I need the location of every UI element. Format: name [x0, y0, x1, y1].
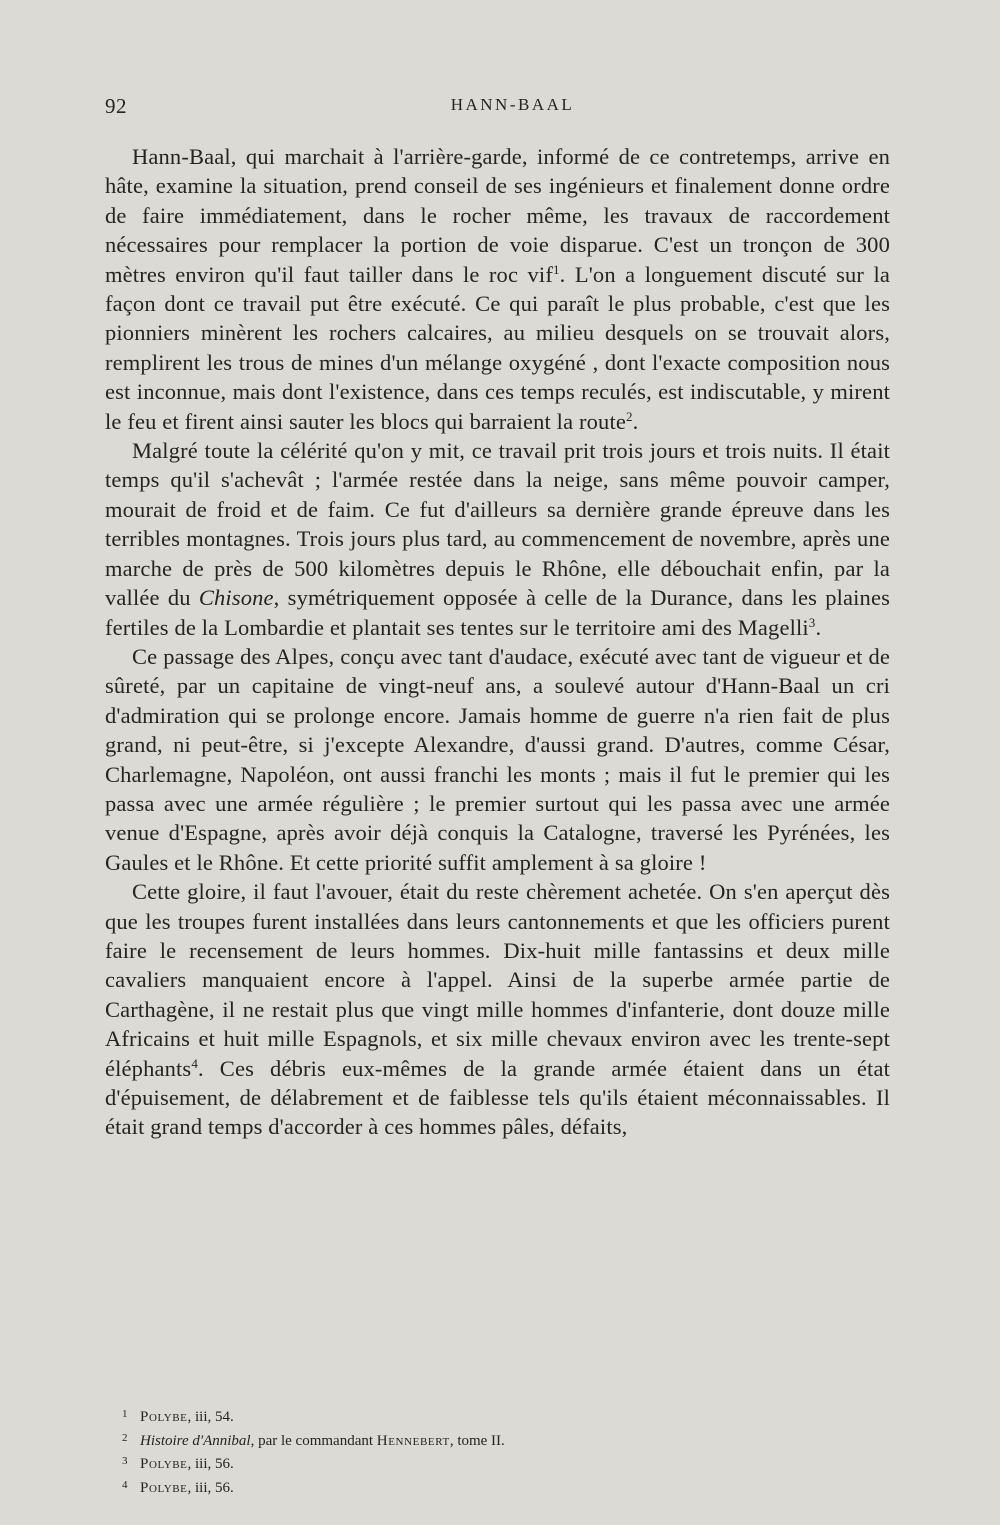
footnote-ref-4: 4 [191, 1055, 198, 1071]
paragraph-2-text-b: , symétriquement opposée à celle de la Durance, dans les plaines fertiles de la Lombardie et plantait ses tentes sur le territoire ami des Magelli [105, 585, 890, 640]
paragraph-4-text-b: . Ces débris eux-mêmes de la grande armée étaient dans un état d'épuisement, de délabrement et de faiblesse tels qu'ils étaient méconnaissables. Il était grand temps d'accorder à ces hommes pâles, défaits, [105, 1055, 890, 1140]
footnote-ref-3: 3 [808, 614, 816, 630]
footnotes [122, 1404, 822, 1498]
footnote-number: 3 [122, 1455, 128, 1467]
footnote-author: Polybe [140, 1409, 188, 1425]
paragraph-2-text-c: . [815, 614, 822, 640]
footnote-number: 1 [122, 1408, 128, 1420]
footnote-3 [122, 1451, 822, 1475]
paragraph-1-text-c: . [632, 408, 639, 434]
paragraph-1-text-b: . L'on a longuement discuté sur la façon dont ce travail put être exécuté. Ce qui paraît le plus probable, c'est que les pionniers minèrent les rochers calcaires, au milieu desquels on se trouvait alors, remplirent les trous de mines d'un mélange oxygéné , dont l'exacte composition nous est inconnue, mais dont l'existence, dans ces temps reculés, est indiscutable, y mirent le feu et firent ainsi sauter les blocs qui barraient la route [105, 261, 890, 434]
running-head [105, 94, 890, 122]
body-text [105, 142, 890, 1142]
footnote-author: Polybe [140, 1456, 188, 1472]
footnote-number: 4 [122, 1478, 128, 1491]
footnote-ref-1: 1 [552, 261, 560, 277]
footnote-reference: , tome II. [449, 1432, 505, 1449]
running-title: HANN-BAAL [450, 95, 575, 114]
paragraph-4-text-a: Cette gloire, il faut l'avouer, était du reste chèrement achetée. On s'en aperçut dès que les troupes furent installées dans leurs cantonnements et que les officiers purent faire le recensement de leurs hommes. Dix-huit mille fantassins et deux mille cavaliers manquaient encore à l'appel. Ainsi de la superbe armée partie de Carthagène, il ne restait plus que vingt mille hommes d'infanterie, dont douze mille Africains et huit mille Espagnols, et six mille chevaux environ avec les trente-sept éléphants [105, 879, 890, 1081]
footnote-reference: , iii, 54. [187, 1409, 234, 1425]
footnote-text: , par le commandant [250, 1432, 377, 1449]
paragraph-2-text-a: Malgré toute la célérité qu'on y mit, ce travail prit trois jours et trois nuits. Il était temps qu'il s'achevât ; l'armée restée dans la neige, sans même pouvoir camper, mourait de froid et de faim. Ce fut d'ailleurs sa dernière grande épreuve dans les terribles montagnes. Trois jours plus tard, au commencement de novembre, après une marche de près de 500 kilomètres depuis le Rhône, elle débouchait enfin, par la vallée du [105, 438, 890, 611]
footnote-ref-2: 2 [625, 408, 633, 424]
footnote-2 [122, 1428, 822, 1452]
footnote-4 [122, 1475, 822, 1499]
paragraph-2 [105, 436, 890, 642]
footnote-1 [122, 1404, 822, 1428]
paragraph-3: Ce passage des Alpes, conçu avec tant d'audace, exécuté avec tant de vigueur et de sûreté, par un capitaine de vingt-neuf ans, a soulevé autour d'Hann-Baal un cri d'admiration qui se prolonge encore. Jamais homme de guerre n'a rien fait de plus grand, ni peut-être, si j'excepte Alexandre, d'aussi grand. D'autres, comme César, Charlemagne, Napoléon, ont aussi franchi les monts ; mais il fut le premier qui les passa avec une armée régulière ; le premier surtout qui les passa avec une armée venue d'Espagne, après avoir déjà conquis la Catalogne, traversé les Pyrénées, les Gaules et le Rhône. Et cette priorité suffit amplement à sa gloire ! [105, 643, 890, 875]
footnote-reference: , iii, 56. [187, 1479, 234, 1496]
paragraph-4 [105, 877, 890, 1142]
footnote-reference: , iii, 56. [187, 1456, 234, 1472]
footnote-work-title: Histoire d'Annibal [140, 1432, 251, 1449]
footnote-number: 2 [122, 1431, 128, 1444]
paragraph-1-text-a: Hann-Baal, qui marchait à l'arrière-garde, informé de ce contretemps, arrive en hâte, examine la situation, prend conseil de ses ingénieurs et finalement donne ordre de faire immédiatement, dans le rocher même, les travaux de raccordement nécessaires pour remplacer la portion de voie disparue. C'est un tronçon de 300 mètres environ qu'il faut tailler dans le roc vif [105, 144, 890, 287]
footnote-author: Polybe [140, 1479, 188, 1496]
footnote-author: Hennebert [376, 1432, 450, 1449]
page-number: 92 [105, 94, 127, 118]
paragraph-2-italic-place: Chisone [198, 585, 274, 611]
paragraph-1 [105, 142, 890, 436]
